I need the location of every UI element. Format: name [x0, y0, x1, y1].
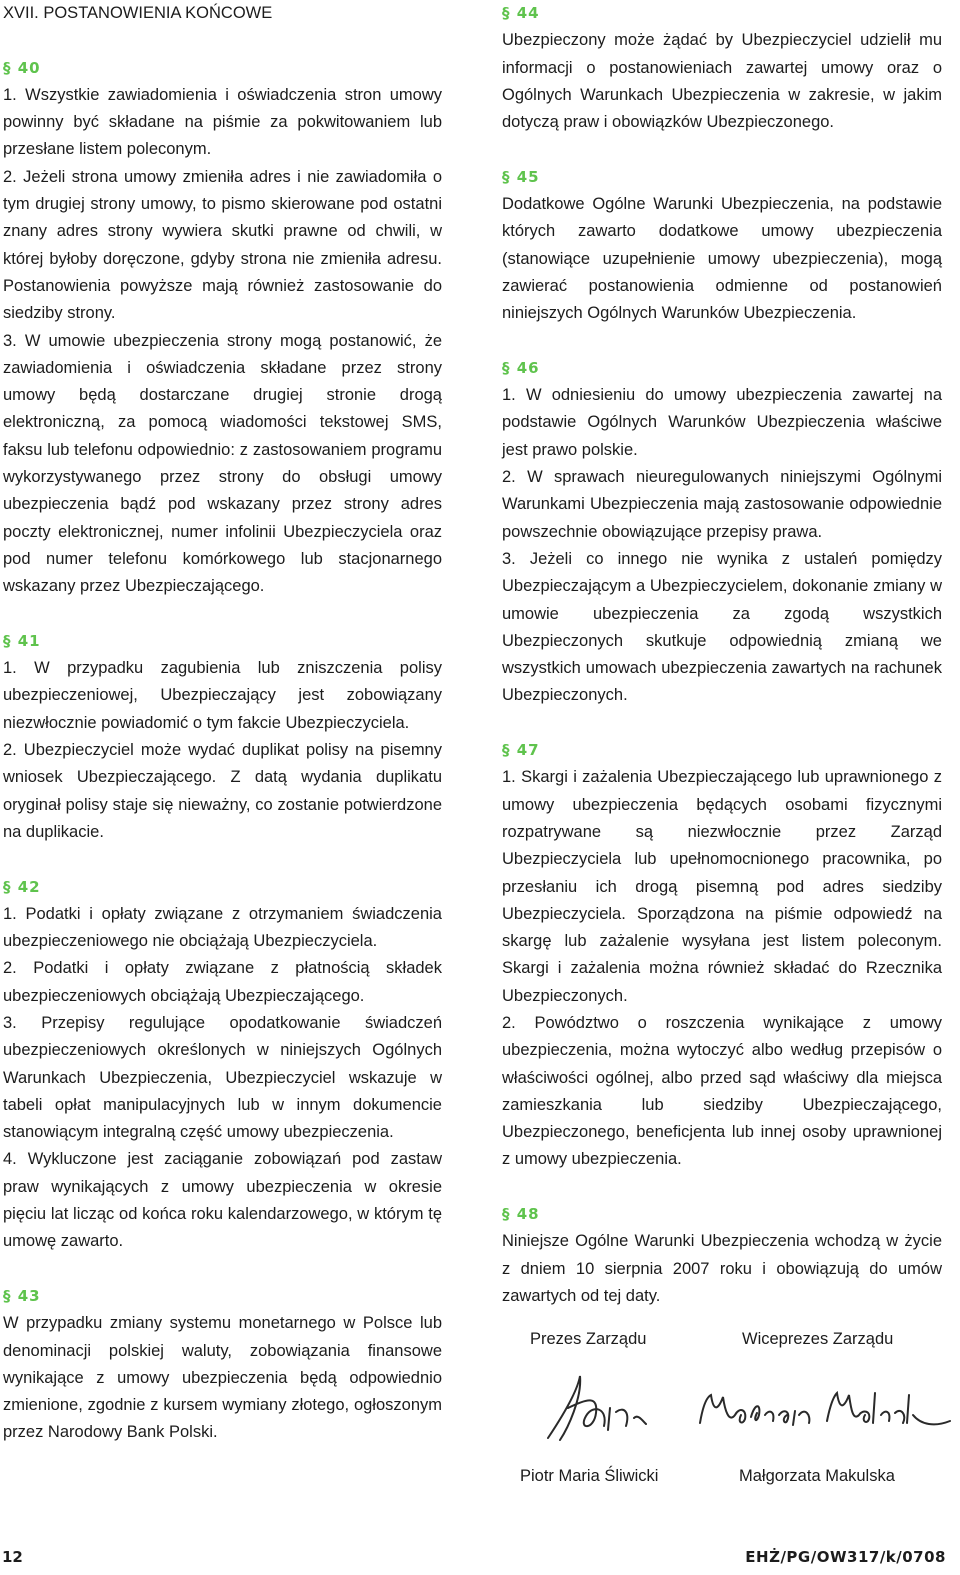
section-symbol-icon: §	[3, 58, 12, 77]
section-42-paragraph-4: 4. Wykluczone jest zaciąganie zobowiązań pod zastaw praw wynikających z umowy ubezpieczenia w okresie pięciu lat licząc od końca roku kalendarzowego, w którym tę umowę zawarto.	[3, 1150, 442, 1251]
section-43-paragraph-1: W przypadku zmiany systemu monetarnego w Polsce lub denominacji polskiej waluty, zobowiązania finansowe wynikające z umowy ubezpieczenia będą odpowiednio zmienione, zgodnie z kursem wymiany złotego, ogłoszonym przez Narodowy Bank Polski.	[3, 1314, 442, 1442]
section-46-paragraph-2: 2. W sprawach nieuregulowanych niniejszymi Ogólnymi Warunkami Ubezpieczenia mają zastosowanie odpowiednie powszechnie obowiązujące przepisy prawa.	[502, 468, 942, 541]
vice-president-title: Wiceprezes Zarządu	[742, 1330, 894, 1348]
section-42-paragraph-3: 3. Przepisy regulujące opodatkowanie świadczeń ubezpieczeniowych określonych w niniejszych Ogólnych Warunkach Ubezpieczenia, Ubezpieczyciel wskazuje w tabeli opłat manipulacyjnych lub w innym dokumencie stanowiącym integralną część umowy ubezpieczenia.	[3, 1013, 442, 1142]
section-47-paragraph-1: 1. Skargi i zażalenia Ubezpieczającego lub uprawnionego z umowy ubezpieczenia będących osobami fizycznymi rozpatrywane są niezwłocznie przez Zarząd Ubezpieczyciela lub upełnomocnionego pracownika, po przesłaniu ich drogą pisemną pod adres siedziby Ubezpieczyciela. Sporządzona na piśmie odpowiedź na skargę lub zażalenie wysyłana jest listem poleconym. Skargi i zażalenia można również składać do Rzecznika Ubezpieczonych.	[502, 768, 942, 1005]
section-heading-47: § 47	[502, 741, 540, 760]
section-46-paragraph-1: 1. W odniesieniu do umowy ubezpieczenia zawartej na podstawie Ogólnych Warunków Ubezpieczenia właściwe jest prawo polskie.	[502, 386, 942, 459]
section-symbol-icon: §	[3, 877, 12, 896]
section-heading-41: § 41	[3, 631, 41, 650]
section-heading-45: § 45	[502, 167, 540, 186]
section-heading-40: § 40	[3, 58, 41, 77]
section-42-paragraph-2: 2. Podatki i opłaty związane z płatnością składek ubezpieczeniowych obciążają Ubezpieczającego.	[3, 959, 442, 1005]
chapter-title: XVII. POSTANOWIENIA KOŃCOWE	[3, 4, 273, 22]
section-48-paragraph-1: Niniejsze Ogólne Warunki Ubezpieczenia wchodzą w życie z dniem 10 sierpnia 2007 roku i obowiązują do umów zawartych od tej daty.	[502, 1232, 942, 1305]
section-heading-46: § 46	[502, 358, 540, 377]
section-symbol-icon: §	[3, 631, 12, 650]
section-41-paragraph-2: 2. Ubezpieczyciel może wydać duplikat polisy na pisemny wniosek Ubezpieczającego. Z datą wydania duplikatu oryginał polisy staje się nieważny, co zostanie potwierdzone na duplikacie.	[3, 741, 442, 841]
page-number: 12	[2, 1548, 23, 1566]
section-heading-48: § 48	[502, 1205, 540, 1224]
section-41-paragraph-1: 1. W przypadku zagubienia lub zniszczenia polisy ubezpieczeniowej, Ubezpieczający jest zobowiązany niezwłocznie powiadomić o tym fakcie Ubezpieczyciela.	[3, 659, 442, 732]
president-title: Prezes Zarządu	[530, 1330, 647, 1348]
president-name: Piotr Maria Śliwicki	[520, 1467, 659, 1485]
section-45-paragraph-1: Dodatkowe Ogólne Warunki Ubezpieczenia, na podstawie których zawarto dodatkowe umowy ubezpieczenia (stanowiące uzupełnienie umowy ubezpieczenia), mogą zawierać postanowienia odmienne od postanowień niniejszych Ogólnych Warunków Ubezpieczenia.	[502, 195, 942, 323]
section-symbol-icon: §	[502, 741, 511, 760]
right-column	[502, 0, 942, 1310]
vice-president-name: Małgorzata Makulska	[739, 1467, 895, 1485]
section-heading-43: § 43	[3, 1286, 41, 1305]
signature-block	[520, 1330, 950, 1500]
left-column	[3, 0, 442, 1447]
section-40-paragraph-1: 1. Wszystkie zawiadomienia i oświadczenia stron umowy powinny być składane na piśmie za pokwitowaniem lub przesłane listem poleconym.	[3, 85, 442, 159]
section-heading-44: § 44	[502, 4, 540, 22]
section-heading-42: § 42	[3, 877, 41, 896]
president-signature-icon	[538, 1368, 658, 1448]
section-40-paragraph-2: 2. Jeżeli strona umowy zmieniła adres i nie zawiadomiła o tym drugiej strony umowy, to pismo skierowane pod ostatni znany adres strony wywiera skutki prawne od chwili, w której byłoby doręczone, gdyby strona nie zmieniła adresu. Postanowienia powyższe mają również zastosowanie do siedziby strony.	[3, 167, 442, 323]
section-symbol-icon: §	[502, 1205, 511, 1224]
vice-president-signature-icon	[695, 1385, 955, 1435]
section-symbol-icon: §	[502, 4, 511, 22]
section-47-paragraph-2: 2. Powództwo o roszczenia wynikające z umowy ubezpieczenia, można wytoczyć albo według przepisów o właściwości ogólnej, albo przed sąd właściwy dla miejsca zamieszkania lub siedziby Ubezpieczającego, Ubezpieczonego, beneficjenta lub innej osoby uprawnionej z umowy ubezpieczenia.	[502, 1013, 942, 1169]
section-symbol-icon: §	[3, 1286, 12, 1305]
section-42-paragraph-1: 1. Podatki i opłaty związane z otrzymaniem świadczenia ubezpieczeniowego nie obciążają Ubezpieczyciela.	[3, 904, 442, 951]
section-40-paragraph-3: 3. W umowie ubezpieczenia strony mogą postanowić, że zawiadomienia i oświadczenia składane przez strony umowy będą dostarczane drugiej stronie drogą elektroniczną, za pomocą wiadomości tekstowej SMS, faksu lub telefonu odpowiednio: z zastosowaniem programu wykorzystywanego przez strony do obsługi umowy ubezpieczenia bądź pod wskazany przez strony adres poczty elektronicznej, numer infolinii Ubezpieczyciela oraz pod numer telefonu komórkowego lub stacjonarnego wskazany przez Ubezpieczającego.	[3, 331, 442, 596]
section-symbol-icon: §	[502, 167, 511, 186]
section-44-paragraph-1: Ubezpieczony może żądać by Ubezpieczyciel udzielił mu informacji o postanowieniach zawartej umowy oraz o Ogólnych Warunkach Ubezpieczenia w zakresie, w jakim dotyczą praw i obowiązków Ubezpieczonego.	[502, 31, 942, 132]
section-46-paragraph-3: 3. Jeżeli co innego nie wynika z ustaleń pomiędzy Ubezpieczającym a Ubezpieczycielem, dokonanie zmiany w umowie ubezpieczenia za zgodą wszystkich Ubezpieczonych skutkuje odpowiednią zmianą we wszystkich umowach ubezpieczenia zawartych na rachunek Ubezpieczonych.	[502, 549, 942, 705]
section-symbol-icon: §	[502, 358, 511, 377]
document-code: EHŻ/PG/OW317/k/0708	[745, 1548, 946, 1566]
